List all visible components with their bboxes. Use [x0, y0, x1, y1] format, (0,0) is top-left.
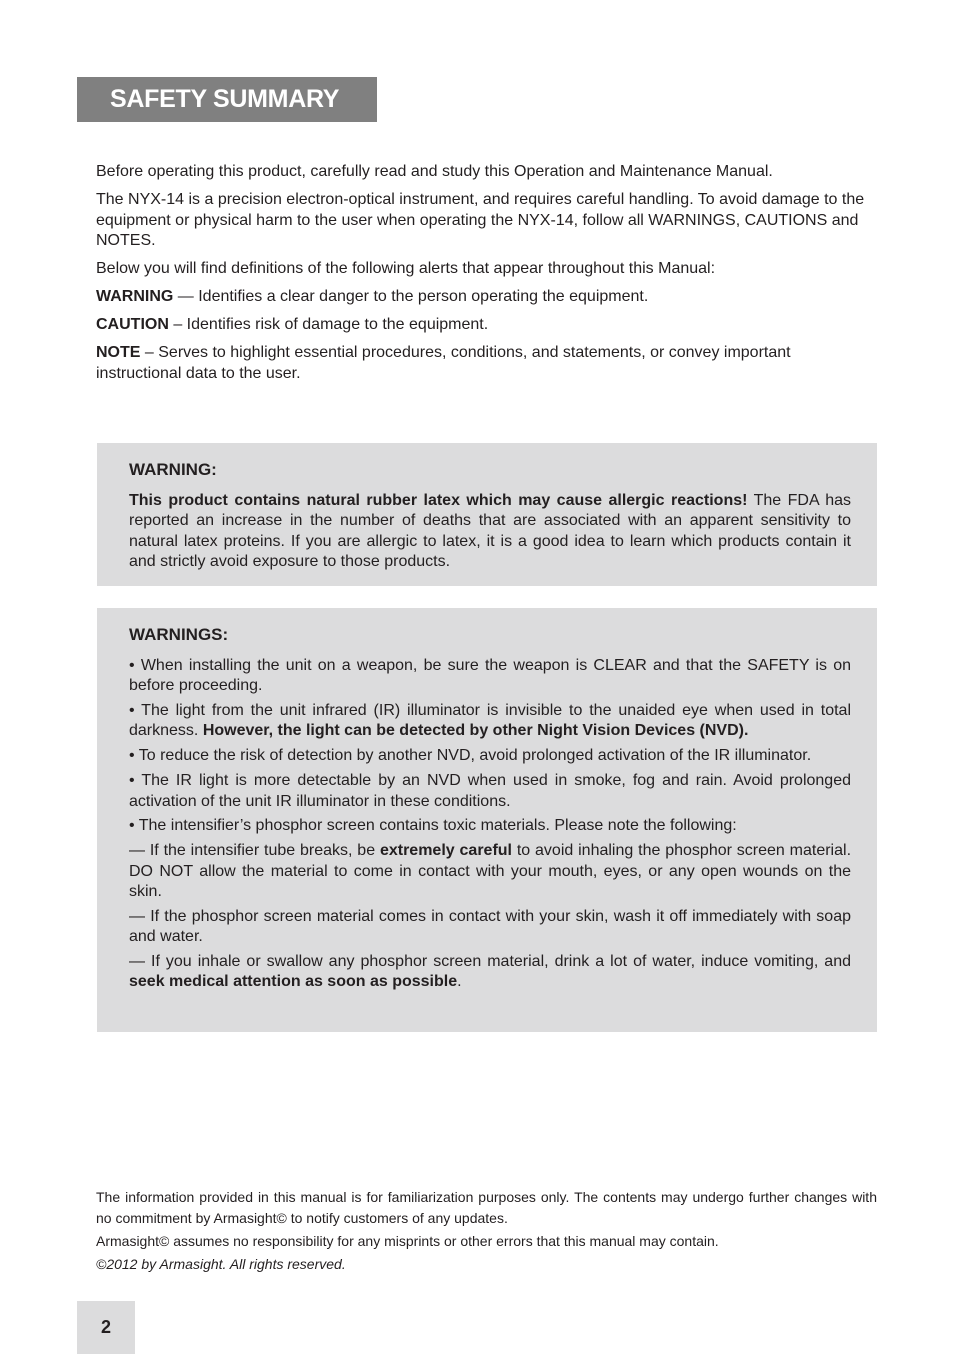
warnings-heading: WARNINGS: [129, 625, 229, 644]
copyright-text: ©2012 by Armasight. All rights reserved. [96, 1255, 346, 1272]
warnings-box [97, 608, 877, 1032]
subitem-bold: seek medical attention as soon as possible [129, 973, 458, 991]
page-title: SAFETY SUMMARY [110, 85, 340, 113]
definition-note [96, 343, 877, 384]
footer-paragraph-2: Armasight© assumes no responsibility for any misprints or other errors that this manual may contain. [96, 1232, 719, 1249]
intro-paragraph-3: Below you will find definitions of the following alerts that appear throughout this Manual: [96, 260, 716, 277]
page-number: 2 [77, 1301, 135, 1354]
subitem-text: — If the intensifier tube breaks, be [129, 842, 380, 860]
warnings-item: • The IR light is more detectable by an NVD when used in smoke, fog and rain. Avoid prolonged activation of the unit IR illuminator in these conditions. [129, 772, 851, 810]
footer-paragraph-1: The information provided in this manual is for familiarization purposes only. The contents may undergo further changes with no commitment by Armasight© to notify customers of any updates. [96, 1189, 877, 1226]
subitem-bold: extremely careful [379, 842, 512, 860]
definition-text: — Identifies a clear danger to the person operating the equipment. [173, 288, 649, 305]
definition-term: WARNING [96, 288, 174, 305]
subitem-text: to avoid inhaling the phosphor screen material. DO NOT allow the material to come in contact with your mouth, eyes, or any open wounds on the skin. [129, 842, 852, 900]
warnings-item: • To reduce the risk of detection by another NVD, avoid prolonged activation of the IR illuminator. [129, 747, 812, 765]
footer-disclaimer [96, 1187, 877, 1277]
definition-warning [96, 287, 877, 308]
warning-text [129, 491, 851, 572]
latex-warning-box [97, 443, 877, 586]
warnings-item-bold: However, the light can be detected by other Night Vision Devices (NVD). [202, 722, 749, 740]
definition-term: NOTE [96, 344, 141, 361]
warnings-subitem [129, 841, 851, 902]
warnings-subitem [129, 952, 851, 993]
warning-body-text: The FDA has reported an increase in the number of deaths that are associated with an apparent sensitivity to natural latex proteins. If you are allergic to latex, it is a good idea to learn which products contain it and strictly avoid exposure to those products. [129, 492, 852, 570]
intro-section [96, 162, 877, 392]
definition-text: – Serves to highlight essential procedures, conditions, and statements, or convey important instructional data to the user. [96, 344, 791, 382]
warnings-item: • The intensifier’s phosphor screen contains toxic materials. Please note the following: [129, 817, 737, 835]
definition-caution [96, 315, 877, 336]
section-title-bar [77, 77, 377, 122]
warnings-item [129, 701, 851, 742]
subitem-text: . [457, 973, 462, 991]
intro-paragraph-2: The NYX-14 is a precision electron-optical instrument, and requires careful handling. To avoid damage to the equipment or physical harm to the user when operating the NYX-14, follow all WARNINGS, CAUTIONS and NOTES. [96, 191, 865, 249]
subitem-text: — If you inhale or swallow any phosphor screen material, drink a lot of water, induce vomiting, and [129, 953, 851, 971]
warning-bold-text: This product contains natural rubber latex which may cause allergic reactions! [129, 492, 748, 509]
definition-term: CAUTION [96, 316, 169, 333]
warnings-item-text: • The light from the unit infrared (IR) illuminator is invisible to the unaided eye when used in total darkness. [129, 702, 851, 740]
intro-paragraph-1: Before operating this product, carefully read and study this Operation and Maintenance Manual. [96, 163, 773, 180]
definition-text: – Identifies risk of damage to the equipment. [168, 316, 489, 333]
warning-heading: WARNING: [129, 460, 217, 479]
warnings-item: • When installing the unit on a weapon, be sure the weapon is CLEAR and that the SAFETY is on before proceeding. [129, 657, 851, 695]
warnings-subitem: — If the phosphor screen material comes in contact with your skin, wash it off immediately with soap and water. [129, 907, 851, 946]
